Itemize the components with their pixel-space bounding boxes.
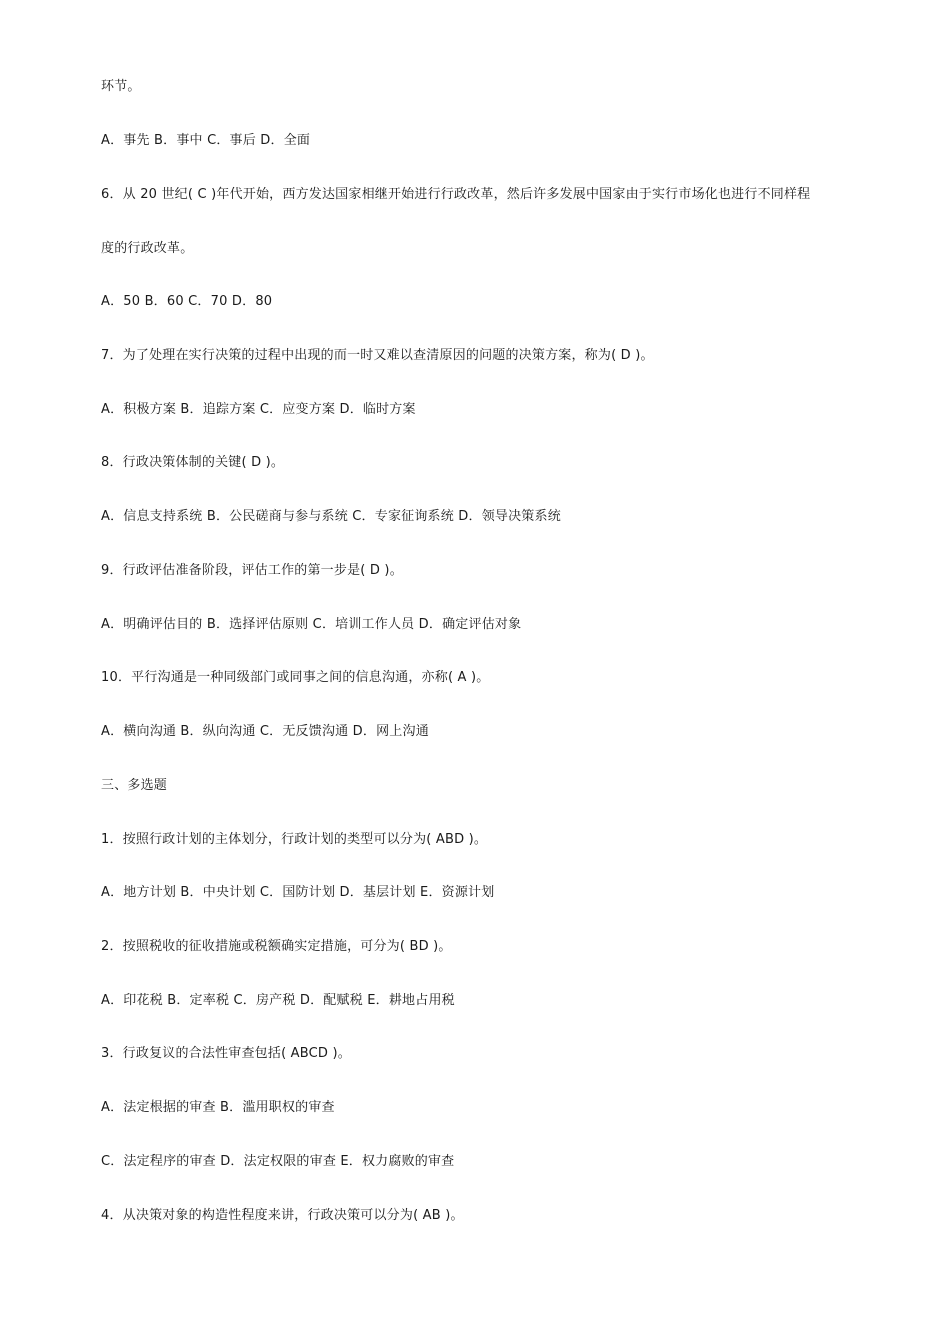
text-line: A．50 B．60 C．70 D．80: [101, 294, 273, 309]
text-line: 9．行政评估准备阶段，评估工作的第一步是( D )。: [101, 563, 403, 578]
text-line: A．信息支持系统 B．公民磋商与参与系统 C．专家征询系统 D．领导决策系统: [101, 509, 561, 524]
text-line: 2．按照税收的征收措施或税额确实定措施，可分为( BD )。: [101, 939, 452, 954]
text-line: 度的行政改革。: [101, 241, 194, 256]
text-line: 环节。: [101, 79, 141, 94]
text-line: 1．按照行政计划的主体划分，行政计划的类型可以分为( ABD )。: [101, 832, 488, 847]
text-line: A．积极方案 B．追踪方案 C．应变方案 D．临时方案: [101, 402, 416, 417]
text-line: 8．行政决策体制的关键( D )。: [101, 455, 285, 470]
text-line: C．法定程序的审查 D．法定权限的审查 E．权力腐败的审查: [101, 1154, 455, 1169]
text-line: A．事先 B．事中 C．事后 D．全面: [101, 133, 311, 148]
text-line: A．印花税 B．定率税 C．房产税 D．配赋税 E．耕地占用税: [101, 993, 455, 1008]
text-line: A．明确评估目的 B．选择评估原则 C．培训工作人员 D．确定评估对象: [101, 617, 522, 632]
text-line: 6．从 20 世纪( C )年代开始，西方发达国家相继开始进行行政改革，然后许多发展中国家由于实行市场化也进行不同样程: [101, 187, 811, 202]
text-line: 3．行政复议的合法性审查包括( ABCD )。: [101, 1046, 351, 1061]
text-line: 7．为了处理在实行决策的过程中出现的而一时又难以查清原因的问题的决策方案，称为( D )。: [101, 348, 654, 363]
text-line: 4．从决策对象的构造性程度来讲，行政决策可以分为( AB )。: [101, 1208, 464, 1223]
text-line: 10．平行沟通是一种同级部门或同事之间的信息沟通，亦称( A )。: [101, 670, 490, 685]
text-line: A．法定根据的审查 B．滥用职权的审查: [101, 1100, 335, 1115]
section-heading: 三、多选题: [101, 778, 168, 793]
text-line: A．横向沟通 B．纵向沟通 C．无反馈沟通 D．网上沟通: [101, 724, 429, 739]
text-line: A．地方计划 B．中央计划 C．国防计划 D．基层计划 E．资源计划: [101, 885, 495, 900]
